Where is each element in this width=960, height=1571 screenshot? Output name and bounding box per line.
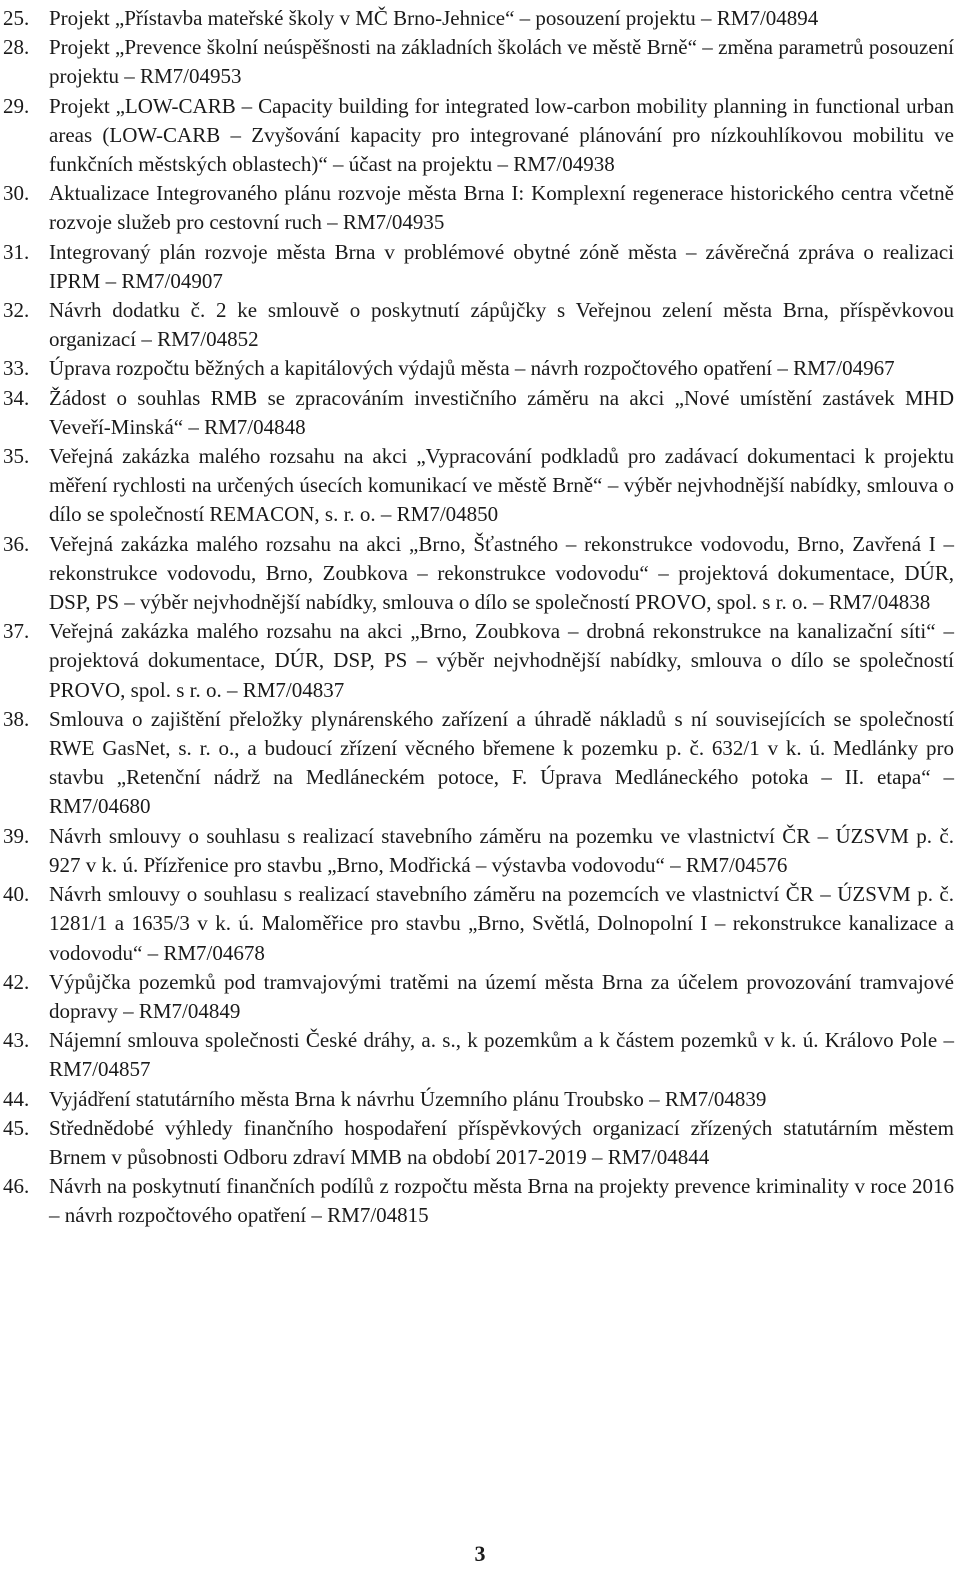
- agenda-item: [3, 822, 954, 880]
- agenda-item-number: 39.: [3, 823, 30, 848]
- agenda-item-text: Veřejná zakázka malého rozsahu na akci „Brno, Zoubkova – drobná rekonstrukce na kanalizační síti“ – projektová dokumentace, DÚR, DSP, PS – výběr nejvhodnější nabídky, smlouva o dílo se společností PROVO, spol. s r. o. – RM7/04837: [49, 619, 954, 702]
- agenda-item: [3, 296, 954, 354]
- agenda-item-text: Návrh dodatku č. 2 ke smlouvě o poskytnutí zápůjčky s Veřejnou zelení města Brna, příspěvkovou organizací – RM7/04852: [49, 298, 954, 352]
- agenda-item-number: 34.: [3, 385, 30, 410]
- agenda-item: [3, 238, 954, 296]
- agenda-item: [3, 384, 954, 442]
- agenda-item-number: 29.: [3, 93, 30, 118]
- agenda-item: [3, 92, 954, 180]
- agenda-item: [3, 530, 954, 618]
- agenda-item-text: Návrh na poskytnutí finančních podílů z rozpočtu města Brna na projekty prevence kriminality v roce 2016 – návrh rozpočtového opatření – RM7/04815: [49, 1174, 954, 1228]
- agenda-item-text: Střednědobé výhledy finančního hospodaření příspěvkových organizací zřízených statutárním městem Brnem v působnosti Odboru zdraví MMB na období 2017-2019 – RM7/04844: [49, 1115, 954, 1169]
- agenda-item-text: Smlouva o zajištění přeložky plynárenského zařízení a úhradě nákladů s ní souvisejících se společností RWE GasNet, s. r. o., a budoucí zřízení věcného břemene k pozemku p. č. 632/1 v k. ú. Medlánky pro stavbu „Retenční nádrž na Medláneckém potoce, F. Úprava Medláneckého potoka – II. etapa“ – RM7/04680: [49, 706, 954, 819]
- agenda-item-number: 31.: [3, 239, 30, 264]
- agenda-item-text: Návrh smlouvy o souhlasu s realizací stavebního záměru na pozemku ve vlastnictví ČR – ÚZSVM p. č. 927 v k. ú. Přízřenice pro stavbu „Brno, Modřická – výstavba vodovodu“ – RM7/04576: [49, 823, 954, 877]
- agenda-item-number: 30.: [3, 181, 30, 206]
- agenda-item: [3, 705, 954, 822]
- agenda-item: [3, 4, 954, 33]
- agenda-item: [3, 354, 954, 383]
- agenda-item-number: 43.: [3, 1028, 30, 1053]
- agenda-item-text: Projekt „LOW-CARB – Capacity building for integrated low-carbon mobility planning in functional urban areas (LOW-CARB – Zvyšování kapacity pro integrované plánování pro nízkouhlíkovou mobilitu ve funkčních městských oblastech)“ – účast na projektu – RM7/04938: [49, 93, 954, 177]
- agenda-item-number: 36.: [3, 531, 30, 556]
- agenda-item: [3, 1085, 954, 1114]
- agenda-item-number: 28.: [3, 35, 30, 60]
- agenda-item-text: Nájemní smlouva společnosti České dráhy, a. s., k pozemkům a k částem pozemků v k. ú. Královo Pole – RM7/04857: [49, 1028, 954, 1082]
- agenda-item: [3, 1114, 954, 1172]
- agenda-item-text: Návrh smlouvy o souhlasu s realizací stavebního záměru na pozemcích ve vlastnictví ČR – ÚZSVM p. č. 1281/1 a 1635/3 v k. ú. Maloměřice pro stavbu „Brno, Světlá, Dolnopolní I – rekonstrukce kanalizace a vodovodu“ – RM7/04678: [49, 882, 954, 965]
- agenda-item-number: 25.: [3, 6, 30, 30]
- agenda-item-number: 42.: [3, 969, 30, 994]
- agenda-item: [3, 617, 954, 705]
- agenda-item: [3, 968, 954, 1026]
- agenda-item-number: 35.: [3, 444, 30, 469]
- agenda-item-text: Výpůjčka pozemků pod tramvajovými tratěmi na území města Brna za účelem provozování tramvajové dopravy – RM7/04849: [49, 969, 954, 1023]
- agenda-item-number: 33.: [3, 356, 30, 381]
- agenda-item-number: 40.: [3, 882, 30, 907]
- agenda-item-text: Vyjádření statutárního města Brna k návrhu Územního plánu Troubsko – RM7/04839: [49, 1086, 767, 1111]
- agenda-item-text: Veřejná zakázka malého rozsahu na akci „Brno, Šťastného – rekonstrukce vodovodu, Brno, Zavřená I – rekonstrukce vodovodu, Brno, Zoubkova – rekonstrukce vodovodu“ – projektová dokumentace, DÚR, DSP, PS – výběr nejvhodnější nabídky, smlouva o dílo se společností PROVO, spol. s r. o. – RM7/04838: [49, 531, 954, 615]
- agenda-item-text: Veřejná zakázka malého rozsahu na akci „Vypracování podkladů pro zadávací dokumentaci k projektu měření rychlosti na určených úsecích komunikací ve městě Brně“ – výběr nejvhodnější nabídky, smlouva o dílo se společností REMACON, s. r. o. – RM7/04850: [49, 444, 954, 527]
- agenda-item-text: Úprava rozpočtu běžných a kapitálových výdajů města – návrh rozpočtového opatření – RM7/04967: [49, 356, 895, 381]
- agenda-item-text: Integrovaný plán rozvoje města Brna v problémové obytné zóně města – závěrečná zpráva o realizaci IPRM – RM7/04907: [49, 239, 954, 293]
- page-number: 3: [474, 1541, 486, 1566]
- agenda-item: [3, 442, 954, 530]
- agenda-item: [3, 880, 954, 968]
- agenda-item: [3, 33, 954, 91]
- agenda-item-text: Žádost o souhlas RMB se zpracováním investičního záměru na akci „Nové umístění zastávek MHD Veveří-Minská“ – RM7/04848: [49, 385, 954, 439]
- agenda-item-number: 46.: [3, 1174, 30, 1199]
- agenda-item-text: Aktualizace Integrovaného plánu rozvoje města Brna I: Komplexní regenerace historického centra včetně rozvoje služeb pro cestovní ruch – RM7/04935: [49, 181, 954, 235]
- agenda-item-number: 45.: [3, 1115, 30, 1140]
- agenda-item-text: Projekt „Prevence školní neúspěšnosti na základních školách ve městě Brně“ – změna parametrů posouzení projektu – RM7/04953: [49, 35, 954, 89]
- agenda-item: [3, 1172, 954, 1230]
- agenda-item-text: Projekt „Přístavba mateřské školy v MČ Brno-Jehnice“ – posouzení projektu – RM7/04894: [49, 6, 819, 30]
- agenda-item-number: 32.: [3, 298, 30, 323]
- agenda-item: [3, 179, 954, 237]
- agenda-item-number: 37.: [3, 619, 30, 644]
- agenda-item-number: 38.: [3, 706, 30, 731]
- agenda-list: [3, 4, 954, 1231]
- agenda-item-number: 44.: [3, 1086, 30, 1111]
- agenda-item: [3, 1026, 954, 1084]
